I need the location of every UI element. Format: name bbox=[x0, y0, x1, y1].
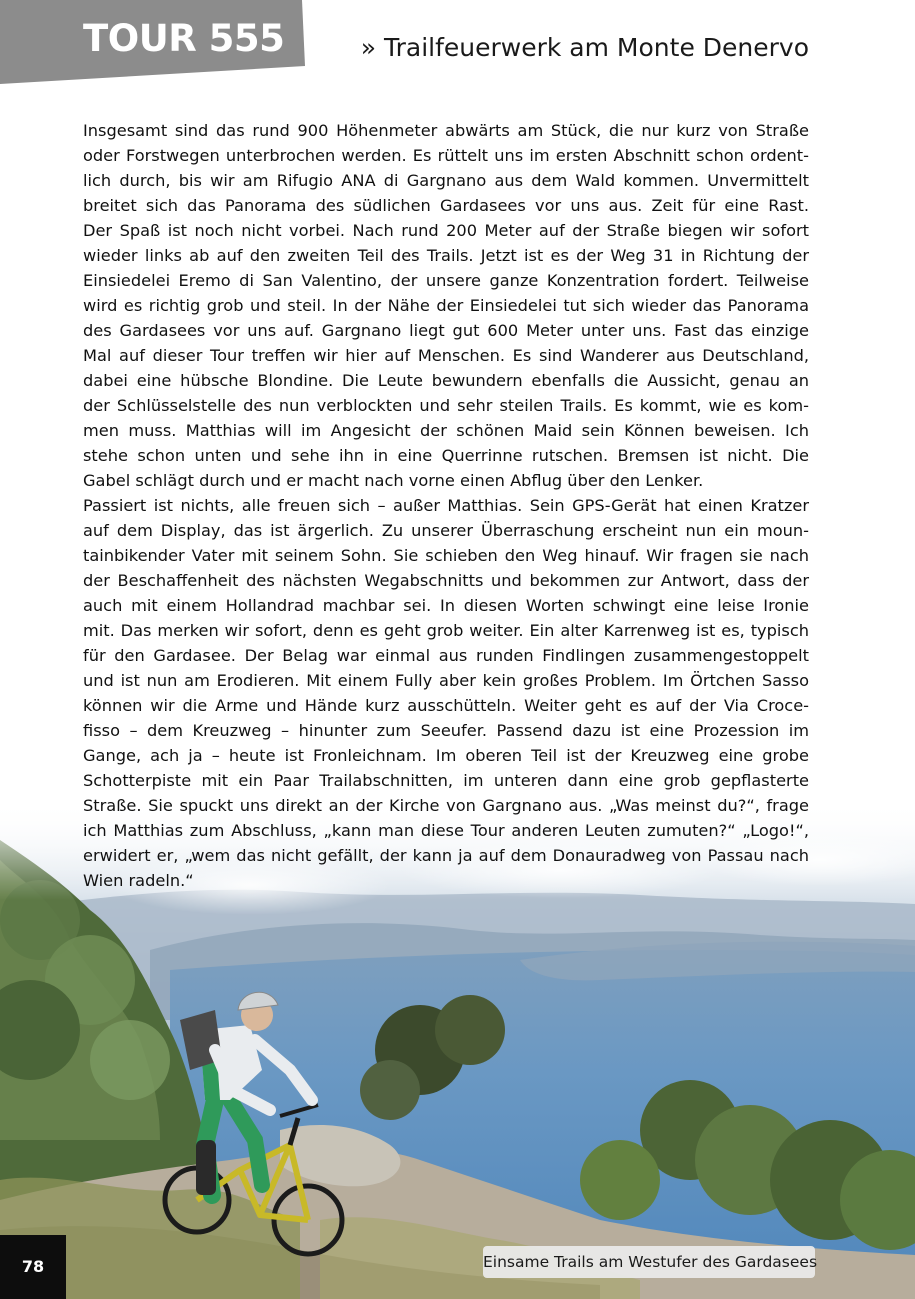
tour-label: TOUR 555 bbox=[83, 17, 285, 60]
body-line: auch mit einem Hollandrad machbar sei. In diesen Worten schwingt eine leise Ironie bbox=[83, 596, 809, 615]
body-line: mit. Das merken wir sofort, denn es geht grob weiter. Ein alter Karrenweg ist es, typisch bbox=[83, 621, 809, 640]
body-line: ich Matthias zum Abschluss, „kann man diese Tour anderen Leuten zumuten?“ „Logo!“, bbox=[83, 821, 809, 840]
tour-title: » Trailfeuerwerk am Monte Denervo bbox=[360, 33, 809, 62]
body-line: tainbikender Vater mit seinem Sohn. Sie schieben den Weg hinauf. Wir fragen sie nach bbox=[83, 546, 809, 565]
body-line: Insgesamt sind das rund 900 Höhenmeter abwärts am Stück, die nur kurz von Straße bbox=[83, 121, 809, 140]
body-line: des Gardasees vor uns auf. Gargnano liegt gut 600 Meter unter uns. Fast das einzige bbox=[83, 321, 809, 340]
body-line: wieder links ab auf den zweiten Teil des Trails. Jetzt ist es der Weg 31 in Richtung der bbox=[83, 246, 809, 265]
body-line: der Beschaffenheit des nächsten Wegabschnitts und bekommen zur Antwort, dass der bbox=[83, 571, 809, 590]
body-line: Gabel schlägt durch und er macht nach vorne einen Abflug über den Lenker. bbox=[83, 471, 704, 490]
body-line: können wir die Arme und Hände kurz ausschütteln. Weiter geht es auf der Via Croce- bbox=[83, 696, 809, 715]
body-line: auf dem Display, das ist ärgerlich. Zu unserer Überraschung erscheint nun ein moun- bbox=[83, 521, 809, 540]
body-line: dabei eine hübsche Blondine. Die Leute bewundern ebenfalls die Aussicht, genau an bbox=[83, 371, 809, 390]
body-line: und ist nun am Erodieren. Mit einem Fully aber kein großes Problem. Im Örtchen Sasso bbox=[83, 671, 809, 690]
body-line: Mal auf dieser Tour treffen wir hier auf Menschen. Es sind Wanderer aus Deutschland, bbox=[83, 346, 809, 365]
body-line: der Schlüsselstelle des nun verblockten und sehr steilen Trails. Es kommt, wie es kom- bbox=[83, 396, 809, 415]
page-number: 78 bbox=[21, 1257, 45, 1276]
body-line: wird es richtig grob und steil. In der Nähe der Einsiedelei tut sich wieder das Panorama bbox=[83, 296, 809, 315]
body-line: Der Spaß ist noch nicht vorbei. Nach rund 200 Meter auf der Straße biegen wir sofort bbox=[83, 221, 809, 240]
body-line: lich durch, bis wir am Rifugio ANA di Gargnano aus dem Wald kommen. Unvermittelt bbox=[83, 171, 809, 190]
body-line: stehe schon unten und sehe ihn in eine Querrinne rutschen. Bremsen ist nicht. Die bbox=[83, 446, 809, 465]
body-line: Passiert ist nichts, alle freuen sich – außer Matthias. Sein GPS-Gerät hat einen Kratzer bbox=[83, 496, 809, 515]
body-line: für den Gardasee. Der Belag war einmal aus runden Findlingen zusammengestoppelt bbox=[83, 646, 809, 665]
body-line: breitet sich das Panorama des südlichen Gardasees vor uns aus. Zeit für eine Rast. bbox=[83, 196, 809, 215]
photo-caption: Einsame Trails am Westufer des Gardasees bbox=[483, 1246, 815, 1278]
article-body bbox=[83, 118, 809, 893]
body-line: Einsiedelei Eremo di San Valentino, der unsere ganze Konzentration fordert. Teilweise bbox=[83, 271, 809, 290]
body-line: oder Forstwegen unterbrochen werden. Es rüttelt uns im ersten Abschnitt schon ordent- bbox=[83, 146, 809, 165]
body-line: men muss. Matthias will im Angesicht der schönen Maid sein Können beweisen. Ich bbox=[83, 421, 809, 440]
body-line: Schotterpiste mit ein Paar Trailabschnitten, im unteren dann eine grob gepflasterte bbox=[83, 771, 809, 790]
body-line: Wien radeln.“ bbox=[83, 871, 194, 890]
body-line: Straße. Sie spuckt uns direkt an der Kirche von Gargnano aus. „Was meinst du?“, frage bbox=[83, 796, 809, 815]
body-line: erwidert er, „wem das nicht gefällt, der kann ja auf dem Donauradweg von Passau nach bbox=[83, 846, 809, 865]
body-line: fisso – dem Kreuzweg – hinunter zum Seeufer. Passend dazu ist eine Prozession im bbox=[83, 721, 809, 740]
page-number-box bbox=[0, 1235, 66, 1299]
body-line: Gange, ach ja – heute ist Fronleichnam. Im oberen Teil ist der Kreuzweg eine grobe bbox=[83, 746, 809, 765]
